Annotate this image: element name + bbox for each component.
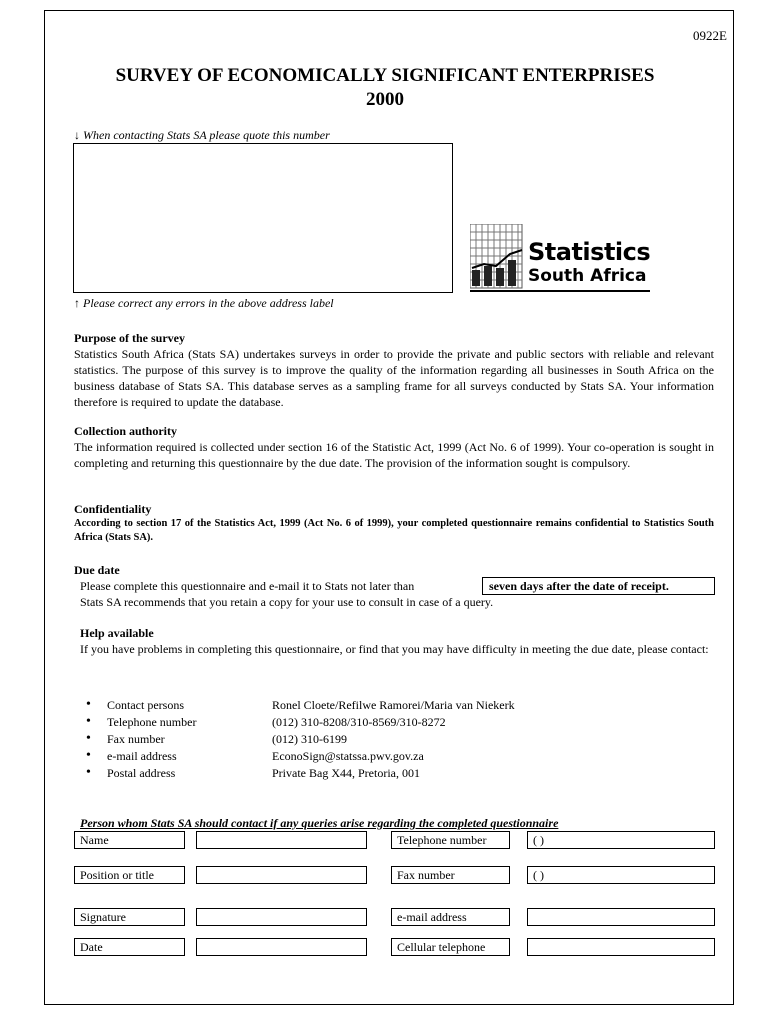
- contact-person-heading: Person whom Stats SA should contact if any queries arise regarding the completed questionnaire: [80, 816, 559, 830]
- contact-label: Contact persons: [107, 698, 184, 712]
- contact-value: (012) 310-8208/310-8569/310-8272: [272, 715, 446, 729]
- bullet-icon: •: [86, 731, 91, 746]
- contact-value: Private Bag X44, Pretoria, 001: [272, 766, 420, 780]
- help-section: [80, 625, 714, 657]
- due-date-deadline: seven days after the date of receipt.: [482, 577, 715, 595]
- due-date-line-1: Please complete this questionnaire and e-mail it to Stats not later than: [80, 579, 415, 593]
- fax-field[interactable]: ( ): [527, 866, 715, 884]
- due-date-line-2: Stats SA recommends that you retain a copy for your use to consult in case of a query.: [80, 595, 494, 609]
- purpose-heading: Purpose of the survey: [74, 331, 185, 345]
- help-text: If you have problems in completing this questionnaire, or find that you may have difficulty in meeting the due date, please contact:: [80, 642, 709, 656]
- logo-underline: [470, 290, 650, 292]
- telephone-field[interactable]: ( ): [527, 831, 715, 849]
- due-date-heading: Due date: [74, 563, 120, 577]
- purpose-text: Statistics South Africa (Stats SA) undertakes surveys in order to provide the private and public sectors with reliable and relevant statistics. The purpose of this survey is to improve the quality of the information regarding all businesses in South Africa on the business database of Stats SA. This database serves as a sampling frame for all surveys conducted by Stats SA. Your information therefore is required to update the database.: [74, 347, 714, 409]
- fax-label: Fax number: [391, 866, 510, 884]
- survey-title: [0, 64, 770, 112]
- collection-section: [74, 423, 714, 471]
- title-line-1: SURVEY OF ECONOMICALLY SIGNIFICANT ENTERPRISES: [115, 65, 655, 86]
- signature-field[interactable]: [196, 908, 367, 926]
- cellular-label: Cellular telephone: [391, 938, 510, 956]
- down-arrow-icon: ↓: [74, 128, 80, 142]
- date-label: Date: [74, 938, 185, 956]
- email-field[interactable]: [527, 908, 715, 926]
- bullet-icon: •: [86, 697, 91, 712]
- quote-note-text: When contacting Stats SA please quote this number: [83, 128, 330, 142]
- contact-label: Telephone number: [107, 715, 197, 729]
- collection-text: The information required is collected under section 16 of the Statistic Act, 1999 (Act No. 6 of 1999). Your co-operation is sought in completing and returning this questionnaire by the due date. The provision of the information sought is compulsory.: [74, 440, 714, 470]
- telephone-label: Telephone number: [391, 831, 510, 849]
- cellular-field[interactable]: [527, 938, 715, 956]
- contact-value: Ronel Cloete/Refilwe Ramorei/Maria van Niekerk: [272, 698, 515, 712]
- position-label: Position or title: [74, 866, 185, 884]
- confidentiality-heading: Confidentiality: [74, 502, 152, 516]
- correct-note-text: Please correct any errors in the above address label: [83, 296, 334, 310]
- contact-label: e-mail address: [107, 749, 177, 763]
- contact-value: EconoSign@statssa.pwv.gov.za: [272, 749, 424, 763]
- confidentiality-section: [74, 501, 714, 545]
- logo-line-1: Statistics: [528, 238, 651, 266]
- grid-chart-icon: [470, 224, 526, 290]
- name-label: Name: [74, 831, 185, 849]
- contact-value: (012) 310-6199: [272, 732, 347, 746]
- purpose-section: [74, 330, 714, 410]
- contact-label: Fax number: [107, 732, 165, 746]
- bullet-icon: •: [86, 748, 91, 763]
- logo-line-2: South Africa: [528, 266, 647, 286]
- form-code: 0922E: [693, 28, 727, 43]
- address-label-box: [73, 143, 453, 293]
- signature-label: Signature: [74, 908, 185, 926]
- help-heading: Help available: [80, 626, 154, 640]
- bullet-icon: •: [86, 765, 91, 780]
- email-label: e-mail address: [391, 908, 510, 926]
- correct-note: [74, 296, 334, 311]
- name-field[interactable]: [196, 831, 367, 849]
- contact-label: Postal address: [107, 766, 176, 780]
- stats-sa-logo: [470, 222, 650, 294]
- date-field[interactable]: [196, 938, 367, 956]
- bullet-icon: •: [86, 714, 91, 729]
- position-field[interactable]: [196, 866, 367, 884]
- quote-note: [74, 128, 330, 143]
- collection-heading: Collection authority: [74, 424, 177, 438]
- confidentiality-text: According to section 17 of the Statistics Act, 1999 (Act No. 6 of 1999), your completed questionnaire remains confidential to Statistics South Africa (Stats SA).: [74, 518, 714, 543]
- title-line-2: 2000: [366, 89, 404, 110]
- up-arrow-icon: ↑: [74, 296, 80, 310]
